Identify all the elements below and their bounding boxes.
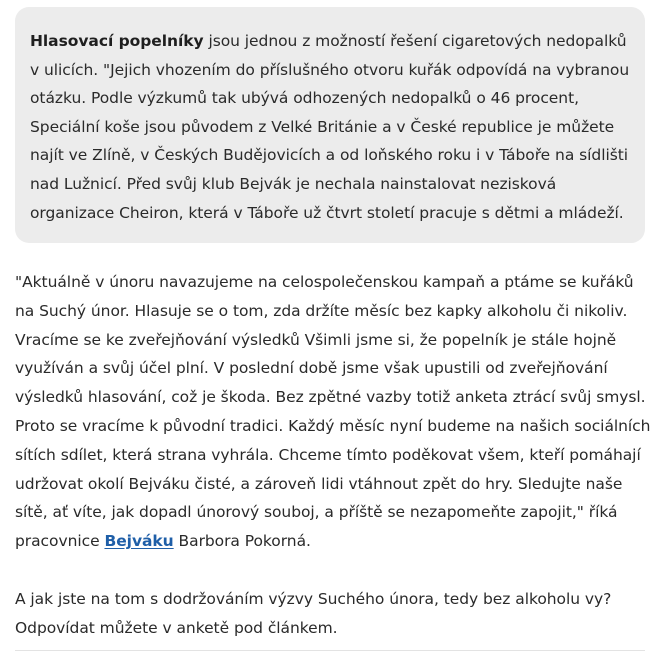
info-box-lead: Hlasovací popelníky: [30, 32, 204, 50]
info-box-text: jsou jednou z možností řešení cigaretových nedopalků v ulicích. "Jejich vhozením do příslušného otvoru kuřák odpovídá na vybranou otázku. Podle výzkumů tak ubývá odhozených nedopalků o 46 procent, Speciální koše jsou původem z Velké Británie a v České republice je můžete najít ve Zlíně, v Českých Budějovicích a od loňského roku i v Táboře na sídlišti nad Lužnicí. Před svůj klub Bejvák je nechala nainstalovat nezisková organizace Cheiron, která v Táboře už čtvrt století pracuje s dětmi a mládeží.: [30, 32, 630, 222]
divider: [15, 650, 645, 651]
closing-paragraph: A jak jste na tom s dodržováním výzvy Suchého února, tedy bez alkoholu vy? Odpovídat můžete v anketě pod článkem.: [15, 589, 612, 637]
article-body: [15, 268, 651, 643]
info-box: [15, 7, 645, 243]
bejvak-link[interactable]: Bejváku: [104, 532, 174, 551]
quote-attribution: Barbora Pokorná.: [173, 532, 311, 551]
quote-text: "Aktuálně v únoru navazujeme na celospolečenskou kampaň a ptáme se kuřáků na Suchý únor. Hlasuje se o tom, zda držíte měsíc bez kapky alkoholu či nikoliv. Vracíme se ke zveřejňování výsledků Všimli jsme si, že popelník je stále hojně využíván a svůj účel plní. V poslední době jsme však upustili od zveřejňování výsledků hlasování, což je škoda. Bez zpětné vazby totiž anketa ztrácí svůj smysl. Proto se vracíme k původní tradici. Každý měsíc nyní budeme na našich sociálních sítích sdílet, která strana vyhrála. Chceme tímto poděkovat všem, kteří pomáhají udržovat okolí Bejváku čisté, a zároveň lidi vtáhnout zpět do hry. Sledujte naše sítě, ať víte, jak dopadl únorový souboj, a příště se nezapomeňte zapojit," říká pracovnice: [15, 273, 651, 551]
quote-paragraph: [15, 268, 651, 556]
